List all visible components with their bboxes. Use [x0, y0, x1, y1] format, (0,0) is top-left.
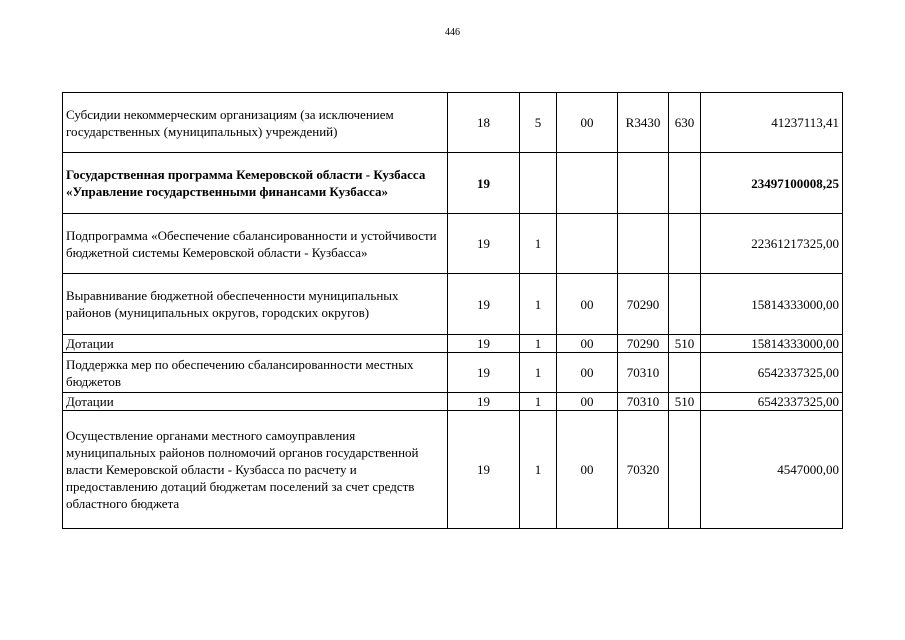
row-code-cell: 1: [520, 335, 557, 353]
row-amount-cell: 6542337325,00: [701, 353, 843, 393]
table-row: [63, 353, 843, 393]
table-row: [63, 214, 843, 274]
row-code-cell: 19: [448, 214, 520, 274]
row-code-cell: 70320: [618, 411, 669, 529]
row-code-cell: 00: [557, 93, 618, 153]
row-code-cell: 00: [557, 274, 618, 335]
row-code-cell: 00: [557, 411, 618, 529]
row-amount-cell: 22361217325,00: [701, 214, 843, 274]
row-name-cell: Осуществление органами местного самоуправления муниципальных районов полномочий органов государственной власти Кемеровской области - Кузбасса по расчету и предоставлению дотаций бюджетам поселений за счет средств областного бюджета: [63, 411, 448, 529]
row-code-cell: 510: [669, 335, 701, 353]
row-code-cell: 19: [448, 411, 520, 529]
row-code-cell: 630: [669, 93, 701, 153]
row-name-cell: Дотации: [63, 393, 448, 411]
row-name-cell: Государственная программа Кемеровской области - Кузбасса «Управление государственными финансами Кузбасса»: [63, 153, 448, 214]
row-code-cell: [669, 214, 701, 274]
row-code-cell: [618, 214, 669, 274]
row-name-cell: Дотации: [63, 335, 448, 353]
budget-table: [62, 92, 843, 529]
table-row: [63, 153, 843, 214]
row-code-cell: 19: [448, 153, 520, 214]
row-code-cell: [669, 274, 701, 335]
row-code-cell: [520, 153, 557, 214]
page-number: 446: [445, 27, 460, 38]
row-code-cell: R3430: [618, 93, 669, 153]
row-code-cell: 19: [448, 393, 520, 411]
row-amount-cell: 6542337325,00: [701, 393, 843, 411]
row-code-cell: 1: [520, 214, 557, 274]
row-code-cell: [557, 153, 618, 214]
row-code-cell: 1: [520, 411, 557, 529]
row-amount-cell: 15814333000,00: [701, 335, 843, 353]
row-code-cell: 510: [669, 393, 701, 411]
row-name-cell: Субсидии некоммерческим организациям (за исключением государственных (муниципальных) учреждений): [63, 93, 448, 153]
row-code-cell: 18: [448, 93, 520, 153]
table-row: [63, 411, 843, 529]
table-row: [63, 335, 843, 353]
row-code-cell: 70310: [618, 353, 669, 393]
row-code-cell: [618, 153, 669, 214]
row-code-cell: [669, 411, 701, 529]
row-code-cell: 70310: [618, 393, 669, 411]
row-code-cell: 70290: [618, 274, 669, 335]
row-code-cell: 1: [520, 393, 557, 411]
row-code-cell: 5: [520, 93, 557, 153]
row-code-cell: 00: [557, 393, 618, 411]
row-name-cell: Выравнивание бюджетной обеспеченности муниципальных районов (муниципальных округов, городских округов): [63, 274, 448, 335]
table-row: [63, 393, 843, 411]
row-code-cell: 19: [448, 335, 520, 353]
row-code-cell: [557, 214, 618, 274]
row-name-cell: Поддержка мер по обеспечению сбалансированности местных бюджетов: [63, 353, 448, 393]
row-amount-cell: 23497100008,25: [701, 153, 843, 214]
row-code-cell: 19: [448, 353, 520, 393]
row-amount-cell: 41237113,41: [701, 93, 843, 153]
row-amount-cell: 15814333000,00: [701, 274, 843, 335]
row-code-cell: 1: [520, 353, 557, 393]
row-code-cell: 70290: [618, 335, 669, 353]
row-name-cell: Подпрограмма «Обеспечение сбалансированности и устойчивости бюджетной системы Кемеровской области - Кузбасса»: [63, 214, 448, 274]
row-code-cell: 00: [557, 353, 618, 393]
table-row: [63, 274, 843, 335]
row-code-cell: [669, 153, 701, 214]
row-code-cell: 19: [448, 274, 520, 335]
row-code-cell: 1: [520, 274, 557, 335]
row-code-cell: [669, 353, 701, 393]
table-row: [63, 93, 843, 153]
row-code-cell: 00: [557, 335, 618, 353]
row-amount-cell: 4547000,00: [701, 411, 843, 529]
